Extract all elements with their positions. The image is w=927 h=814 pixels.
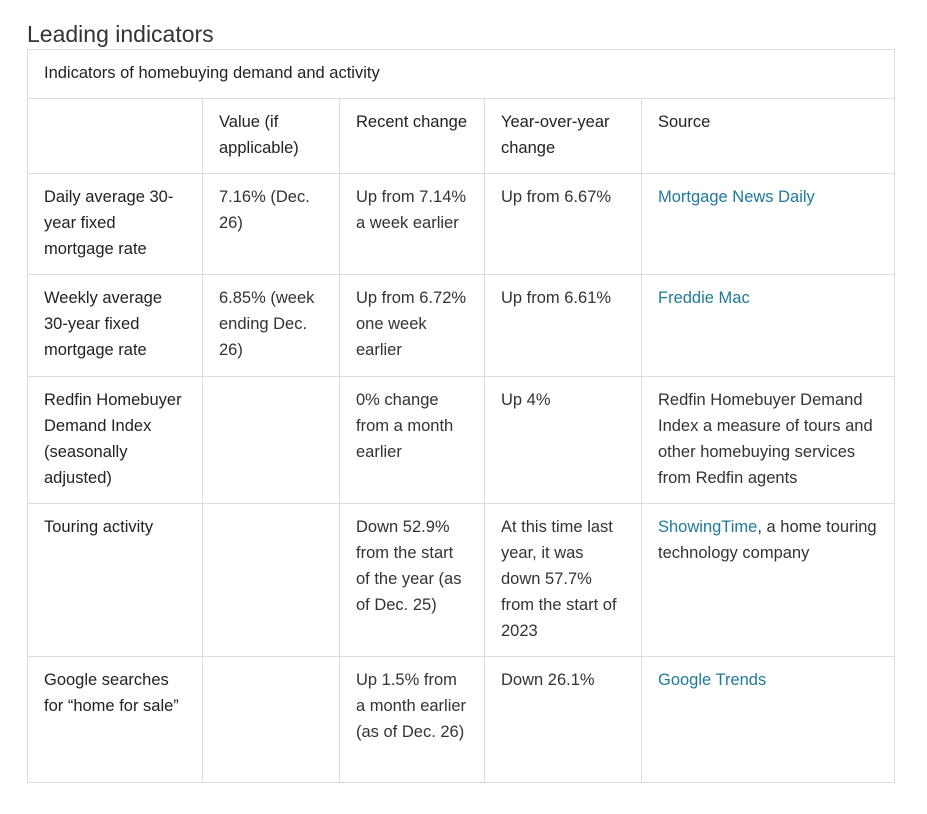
source-link[interactable]: Freddie Mac <box>658 289 750 307</box>
yoy-change: At this time last year, it was down 57.7% from the start of 2023 <box>485 504 642 657</box>
recent-change: Up from 6.72% one week earlier <box>340 275 485 377</box>
table-header-row <box>28 99 895 174</box>
table-row <box>28 377 895 504</box>
recent-change: Down 52.9% from the start of the year (as of Dec. 25) <box>340 504 485 657</box>
table-caption: Indicators of homebuying demand and activity <box>28 50 895 99</box>
indicator-name: Daily average 30-year fixed mortgage rate <box>28 174 203 275</box>
column-header-recent-change: Recent change <box>340 99 485 174</box>
source-link[interactable]: Mortgage News Daily <box>658 188 815 206</box>
source-cell <box>642 504 895 657</box>
source-cell <box>642 377 895 504</box>
indicator-value <box>203 377 340 504</box>
recent-change: Up from 7.14% a week earlier <box>340 174 485 275</box>
source-cell <box>642 174 895 275</box>
table-row <box>28 275 895 377</box>
table-row <box>28 657 895 783</box>
source-link[interactable]: ShowingTime <box>658 518 758 536</box>
indicator-name: Touring activity <box>28 504 203 657</box>
table-caption-row <box>28 50 895 99</box>
column-header-source: Source <box>642 99 895 174</box>
column-header-indicator <box>28 99 203 174</box>
source-cell <box>642 657 895 783</box>
yoy-change: Up from 6.61% <box>485 275 642 377</box>
indicator-name: Redfin Homebuyer Demand Index (seasonally adjusted) <box>28 377 203 504</box>
source-link[interactable]: Google Trends <box>658 671 767 689</box>
indicator-value <box>203 504 340 657</box>
column-header-yoy-change: Year-over-year change <box>485 99 642 174</box>
indicators-table <box>27 49 895 783</box>
indicator-name: Google searches for “home for sale” <box>28 657 203 783</box>
indicator-value: 7.16% (Dec. 26) <box>203 174 340 275</box>
yoy-change: Up from 6.67% <box>485 174 642 275</box>
column-header-value: Value (if applicable) <box>203 99 340 174</box>
yoy-change: Down 26.1% <box>485 657 642 783</box>
table-row <box>28 504 895 657</box>
yoy-change: Up 4% <box>485 377 642 504</box>
source-text: Redfin Homebuyer Demand Index a measure of tours and other homebuying services from Redfin agents <box>658 391 873 487</box>
indicator-value <box>203 657 340 783</box>
recent-change: 0% change from a month earlier <box>340 377 485 504</box>
recent-change: Up 1.5% from a month earlier (as of Dec. 26) <box>340 657 485 783</box>
section-heading: Leading indicators <box>27 21 214 47</box>
indicator-name: Weekly average 30-year fixed mortgage rate <box>28 275 203 377</box>
source-text: , a home touring technology company <box>658 518 877 562</box>
indicator-value: 6.85% (week ending Dec. 26) <box>203 275 340 377</box>
table-row <box>28 174 895 275</box>
source-cell <box>642 275 895 377</box>
